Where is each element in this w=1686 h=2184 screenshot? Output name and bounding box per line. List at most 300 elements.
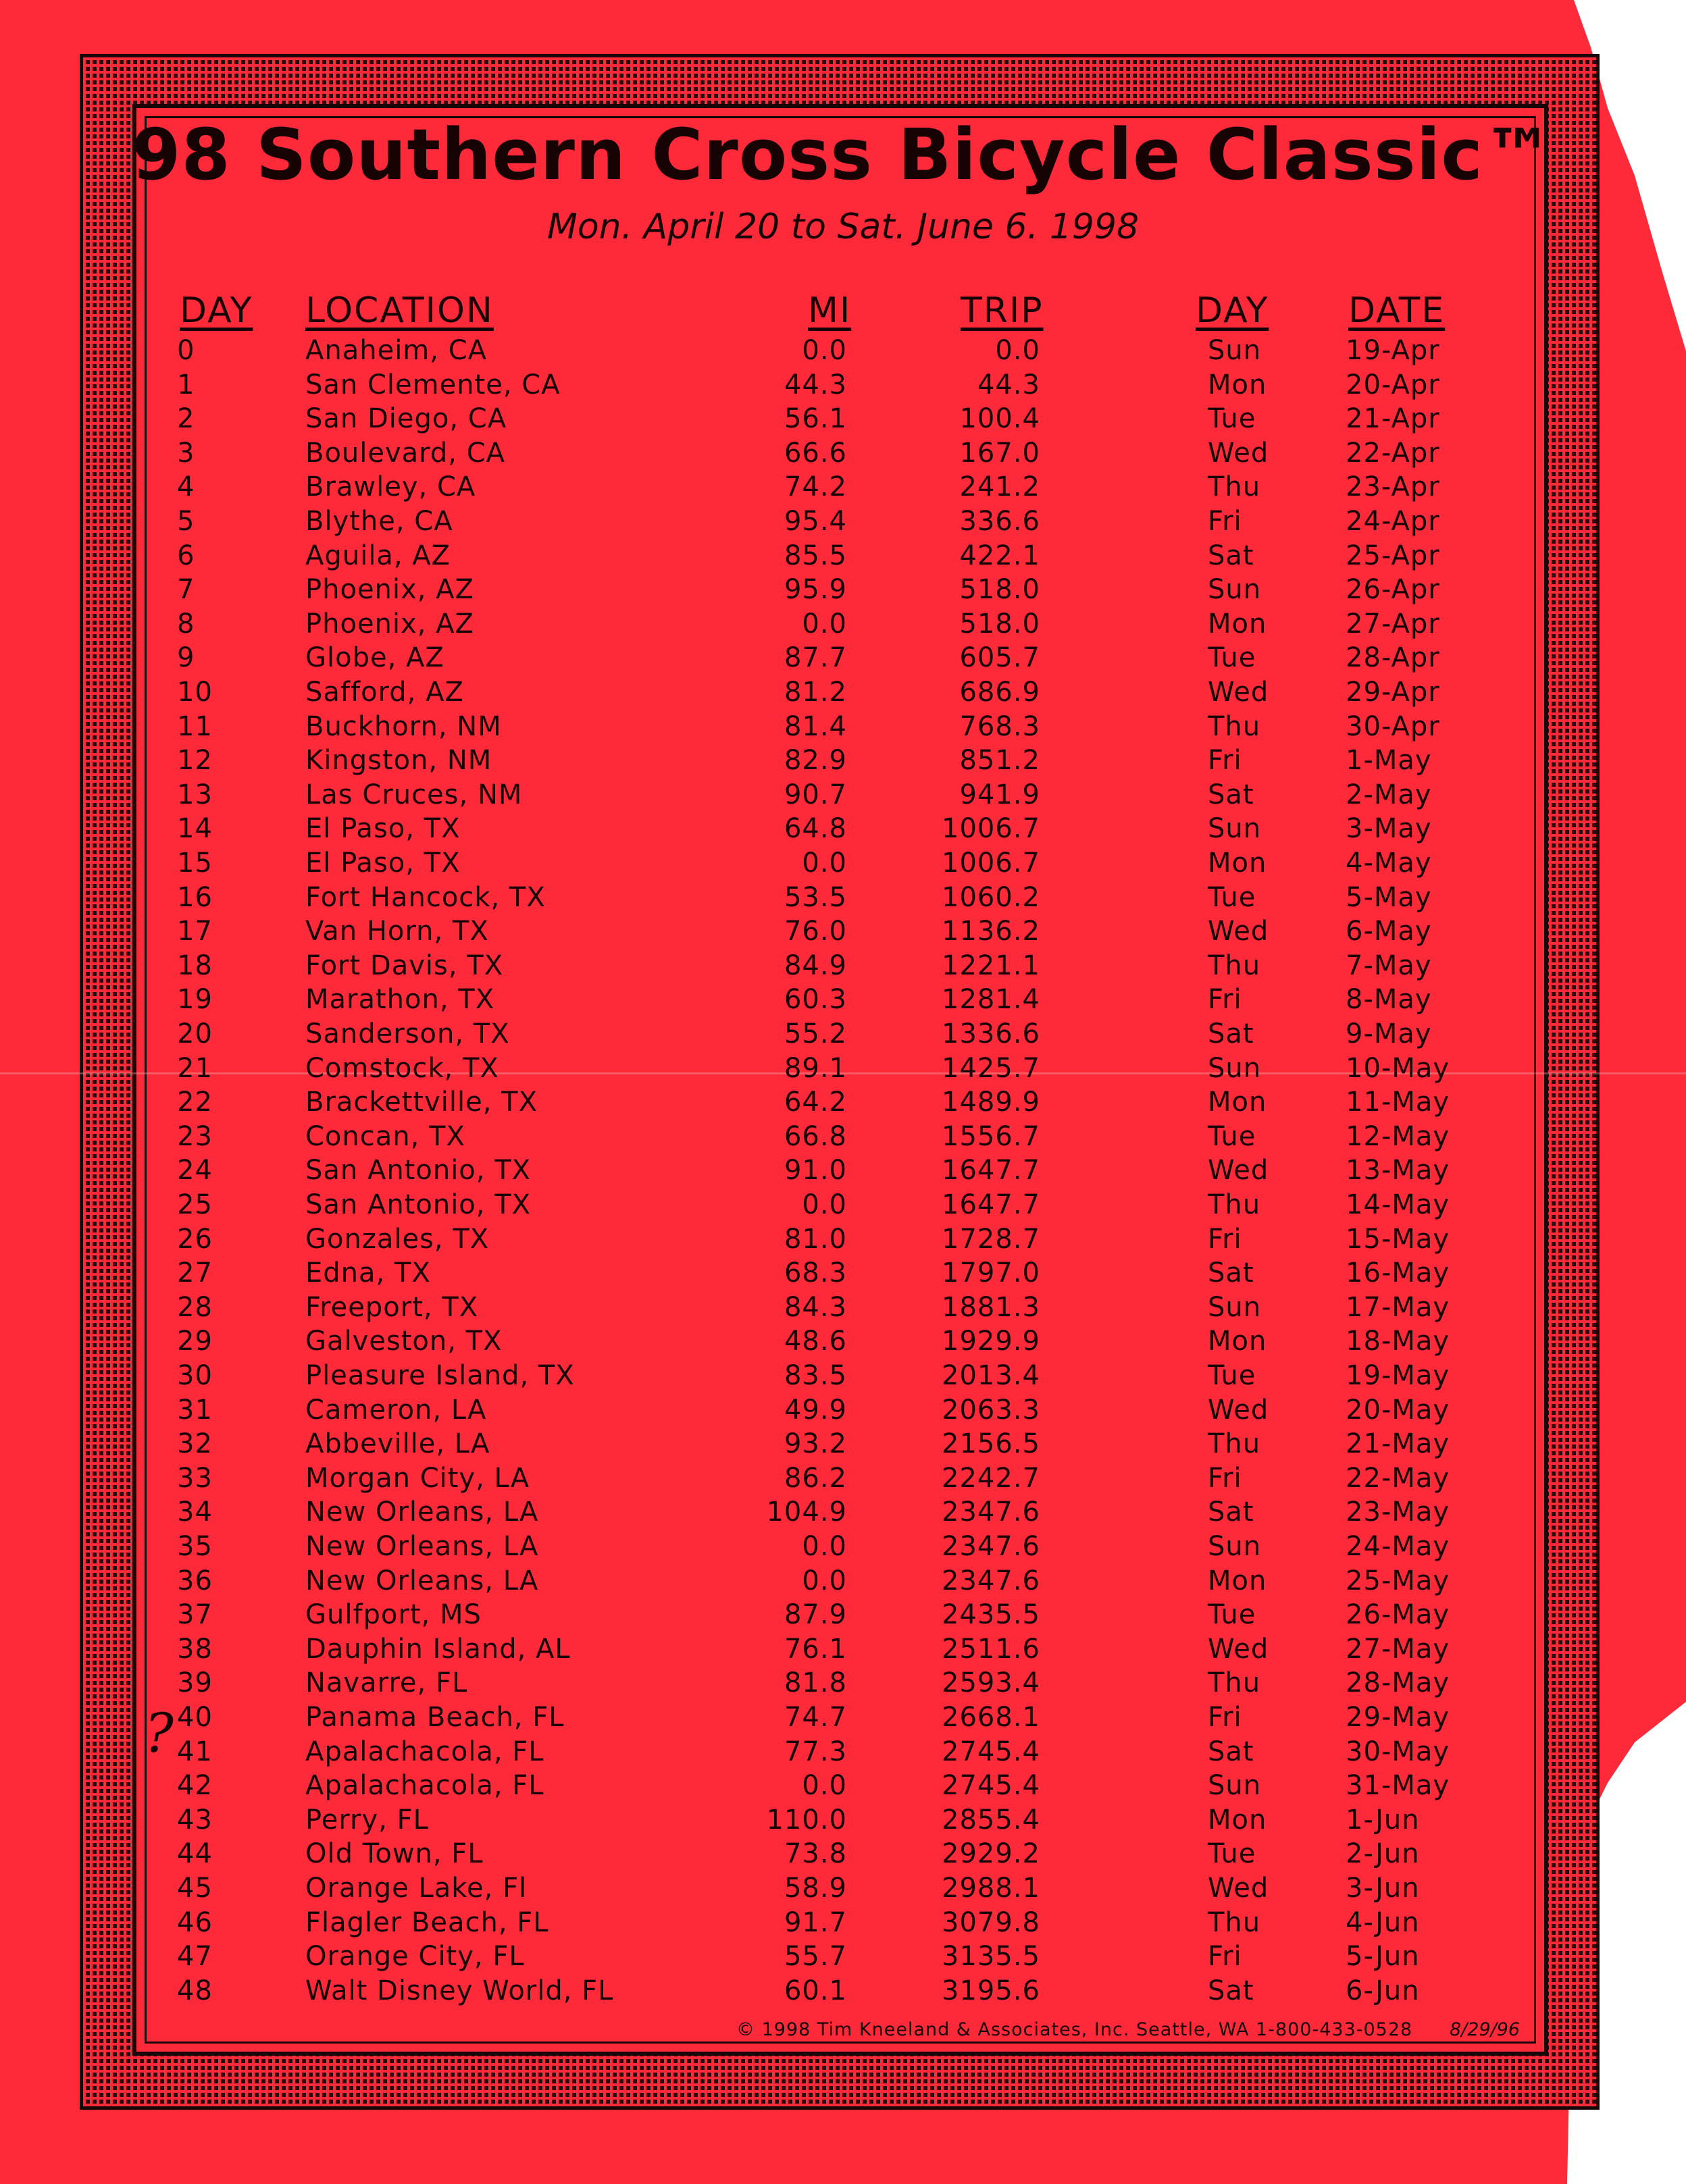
- table-row: [0, 745, 1686, 779]
- table-row: [0, 984, 1686, 1018]
- row-trip-total: 2855.4: [942, 1804, 1040, 1836]
- row-location: Boulevard, CA: [305, 437, 506, 469]
- row-miles: 86.2: [784, 1462, 847, 1494]
- row-location: Marathon, TX: [305, 984, 495, 1016]
- row-day-number: 48: [177, 1975, 213, 2006]
- row-trip-total: 1556.7: [942, 1120, 1040, 1152]
- row-weekday: Wed: [1208, 1633, 1269, 1665]
- row-date: 2-Jun: [1346, 1838, 1420, 1870]
- row-day-number: 14: [177, 813, 213, 845]
- row-day-number: 32: [177, 1428, 213, 1460]
- row-trip-total: 3135.5: [942, 1941, 1040, 1973]
- row-location: Van Horn, TX: [305, 916, 489, 947]
- row-day-number: 5: [177, 506, 195, 537]
- row-date: 7-May: [1346, 950, 1432, 981]
- row-location: Globe, AZ: [305, 642, 444, 674]
- row-weekday: Sun: [1208, 1052, 1262, 1084]
- row-date: 4-May: [1346, 848, 1432, 879]
- row-trip-total: 1728.7: [942, 1223, 1040, 1255]
- row-miles: 60.1: [784, 1975, 847, 2006]
- row-day-number: 43: [177, 1804, 213, 1836]
- table-row: [0, 1018, 1686, 1052]
- row-miles: 81.4: [784, 710, 847, 742]
- row-miles: 64.8: [784, 813, 847, 845]
- row-weekday: Tue: [1208, 1838, 1256, 1870]
- row-miles: 89.1: [784, 1052, 847, 1084]
- table-row: [0, 779, 1686, 813]
- row-location: San Antonio, TX: [305, 1155, 532, 1187]
- row-date: 9-May: [1346, 1018, 1432, 1049]
- row-location: Safford, AZ: [305, 677, 464, 708]
- row-date: 26-Apr: [1346, 574, 1440, 606]
- row-weekday: Sun: [1208, 335, 1262, 366]
- row-weekday: Mon: [1208, 1804, 1267, 1836]
- row-day-number: 23: [177, 1120, 213, 1152]
- table-row: [0, 1770, 1686, 1804]
- header-trip: TRIP: [961, 290, 1044, 331]
- row-weekday: Thu: [1208, 710, 1261, 742]
- row-location: Cameron, LA: [305, 1394, 487, 1426]
- table-row: [0, 1326, 1686, 1359]
- row-day-number: 10: [177, 677, 213, 708]
- row-weekday: Fri: [1208, 1941, 1242, 1973]
- row-miles: 93.2: [784, 1428, 847, 1460]
- row-trip-total: 1006.7: [942, 813, 1040, 845]
- row-weekday: Thu: [1208, 1906, 1261, 1938]
- table-row: [0, 1565, 1686, 1599]
- row-day-number: 3: [177, 437, 195, 469]
- row-day-number: 9: [177, 642, 195, 674]
- row-weekday: Thu: [1208, 1428, 1261, 1460]
- table-row: [0, 1360, 1686, 1394]
- handwritten-question-mark: ?: [145, 1702, 174, 1765]
- row-location: Panama Beach, FL: [305, 1702, 565, 1733]
- row-weekday: Sat: [1208, 540, 1254, 571]
- row-trip-total: 2013.4: [942, 1360, 1040, 1391]
- table-row: [0, 403, 1686, 437]
- copyright-footer: © 1998 Tim Kneeland & Associates, Inc. Seattle, WA 1-800-433-0528: [736, 2019, 1413, 2040]
- row-trip-total: 0.0: [995, 335, 1040, 366]
- table-row: [0, 1838, 1686, 1872]
- row-miles: 76.1: [784, 1633, 847, 1665]
- row-location: El Paso, TX: [305, 813, 461, 845]
- row-date: 23-May: [1346, 1497, 1450, 1528]
- row-weekday: Tue: [1208, 642, 1256, 674]
- row-weekday: Sun: [1208, 1291, 1262, 1323]
- row-date: 25-May: [1346, 1565, 1450, 1596]
- table-row: [0, 1804, 1686, 1838]
- row-weekday: Thu: [1208, 1667, 1261, 1699]
- table-row: [0, 1941, 1686, 1975]
- row-trip-total: 941.9: [959, 779, 1040, 810]
- row-date: 21-Apr: [1346, 403, 1440, 435]
- row-trip-total: 1929.9: [942, 1326, 1040, 1357]
- row-miles: 81.8: [784, 1667, 847, 1699]
- row-weekday: Mon: [1208, 608, 1267, 640]
- row-date: 24-May: [1346, 1531, 1450, 1562]
- row-weekday: Thu: [1208, 471, 1261, 503]
- row-location: Brawley, CA: [305, 471, 476, 503]
- row-miles: 95.9: [784, 574, 847, 606]
- row-trip-total: 1136.2: [942, 916, 1040, 947]
- row-miles: 55.7: [784, 1941, 847, 1973]
- row-weekday: Tue: [1208, 1120, 1256, 1152]
- row-day-number: 36: [177, 1565, 213, 1596]
- row-location: Flagler Beach, FL: [305, 1906, 549, 1938]
- row-day-number: 45: [177, 1873, 213, 1904]
- row-trip-total: 422.1: [959, 540, 1040, 571]
- row-day-number: 19: [177, 984, 213, 1016]
- row-day-number: 47: [177, 1941, 213, 1973]
- row-weekday: Sun: [1208, 1770, 1262, 1802]
- table-row: [0, 1463, 1686, 1497]
- row-miles: 49.9: [784, 1394, 847, 1426]
- row-trip-total: 2593.4: [942, 1667, 1040, 1699]
- row-location: Sanderson, TX: [305, 1018, 510, 1049]
- table-row: [0, 677, 1686, 710]
- row-location: Comstock, TX: [305, 1052, 499, 1084]
- row-day-number: 42: [177, 1770, 213, 1802]
- row-day-number: 40: [177, 1702, 213, 1733]
- row-trip-total: 1489.9: [942, 1087, 1040, 1118]
- table-row: [0, 642, 1686, 676]
- row-day-number: 25: [177, 1189, 213, 1220]
- row-date: 5-Jun: [1346, 1941, 1420, 1973]
- row-miles: 64.2: [784, 1087, 847, 1118]
- row-weekday: Sun: [1208, 574, 1262, 606]
- row-trip-total: 2347.6: [942, 1497, 1040, 1528]
- row-day-number: 20: [177, 1018, 213, 1049]
- row-day-number: 21: [177, 1052, 213, 1084]
- row-miles: 74.2: [784, 471, 847, 503]
- row-location: Galveston, TX: [305, 1326, 503, 1357]
- row-miles: 0.0: [802, 1189, 847, 1220]
- row-date: 11-May: [1346, 1087, 1450, 1118]
- row-weekday: Sun: [1208, 813, 1262, 845]
- table-row: [0, 916, 1686, 950]
- row-date: 18-May: [1346, 1326, 1450, 1357]
- row-date: 30-Apr: [1346, 710, 1440, 742]
- row-location: Dauphin Island, AL: [305, 1633, 571, 1665]
- row-miles: 104.9: [766, 1497, 847, 1528]
- row-miles: 60.3: [784, 984, 847, 1016]
- table-row: [0, 1599, 1686, 1633]
- row-location: Abbeville, LA: [305, 1428, 490, 1460]
- row-miles: 87.7: [784, 642, 847, 674]
- row-weekday: Fri: [1208, 745, 1242, 777]
- row-day-number: 7: [177, 574, 195, 606]
- table-row: [0, 335, 1686, 369]
- row-trip-total: 518.0: [959, 608, 1040, 640]
- row-miles: 81.0: [784, 1223, 847, 1255]
- row-weekday: Wed: [1208, 437, 1269, 469]
- row-date: 16-May: [1346, 1257, 1450, 1289]
- row-location: New Orleans, LA: [305, 1565, 539, 1596]
- row-day-number: 38: [177, 1633, 213, 1665]
- row-date: 20-May: [1346, 1394, 1450, 1426]
- row-date: 6-Jun: [1346, 1975, 1420, 2006]
- table-row: [0, 1428, 1686, 1462]
- row-weekday: Mon: [1208, 1326, 1267, 1357]
- row-miles: 0.0: [802, 335, 847, 366]
- row-trip-total: 1060.2: [942, 881, 1040, 913]
- row-location: San Antonio, TX: [305, 1189, 532, 1220]
- table-row: [0, 1189, 1686, 1223]
- row-trip-total: 1797.0: [942, 1257, 1040, 1289]
- header-weekday: DAY: [1196, 290, 1269, 331]
- row-miles: 48.6: [784, 1326, 847, 1357]
- table-row: [0, 1155, 1686, 1189]
- header-location: LOCATION: [305, 290, 494, 331]
- table-row: [0, 1257, 1686, 1291]
- table-row: [0, 711, 1686, 745]
- row-weekday: Thu: [1208, 950, 1261, 981]
- row-day-number: 13: [177, 779, 213, 810]
- row-miles: 66.6: [784, 437, 847, 469]
- row-day-number: 35: [177, 1531, 213, 1562]
- row-weekday: Sat: [1208, 1975, 1254, 2006]
- row-day-number: 17: [177, 916, 213, 947]
- page-subtitle: Mon. April 20 to Sat. June 6. 1998: [546, 207, 1140, 247]
- table-row: [0, 1531, 1686, 1565]
- row-day-number: 16: [177, 881, 213, 913]
- header-date: DATE: [1348, 290, 1446, 331]
- table-row: [0, 540, 1686, 574]
- row-day-number: 28: [177, 1291, 213, 1323]
- row-date: 28-May: [1346, 1667, 1450, 1699]
- row-location: Apalachacola, FL: [305, 1736, 544, 1767]
- row-trip-total: 1006.7: [942, 848, 1040, 879]
- table-row: [0, 813, 1686, 847]
- table-row: [0, 1497, 1686, 1530]
- row-location: Blythe, CA: [305, 506, 453, 537]
- row-trip-total: 1881.3: [942, 1291, 1040, 1323]
- row-location: Morgan City, LA: [305, 1462, 530, 1494]
- row-trip-total: 2435.5: [942, 1599, 1040, 1631]
- row-trip-total: 2929.2: [942, 1838, 1040, 1870]
- row-weekday: Tue: [1208, 881, 1256, 913]
- row-trip-total: 1647.7: [942, 1189, 1040, 1220]
- table-row: [0, 506, 1686, 540]
- page-title: 98 Southern Cross Bicycle Classic™: [132, 113, 1554, 196]
- row-day-number: 24: [177, 1155, 213, 1187]
- header-day: DAY: [180, 290, 253, 331]
- table-row: [0, 1667, 1686, 1701]
- row-day-number: 37: [177, 1599, 213, 1631]
- row-trip-total: 2988.1: [942, 1873, 1040, 1904]
- row-day-number: 34: [177, 1497, 213, 1528]
- row-day-number: 44: [177, 1838, 213, 1870]
- row-location: Kingston, NM: [305, 745, 492, 777]
- row-weekday: Fri: [1208, 1702, 1242, 1733]
- row-miles: 68.3: [784, 1257, 847, 1289]
- row-date: 22-May: [1346, 1462, 1450, 1494]
- row-day-number: 41: [177, 1736, 213, 1767]
- row-location: New Orleans, LA: [305, 1531, 539, 1562]
- row-miles: 85.5: [784, 540, 847, 571]
- row-date: 28-Apr: [1346, 642, 1440, 674]
- row-day-number: 27: [177, 1257, 213, 1289]
- row-date: 14-May: [1346, 1189, 1450, 1220]
- row-weekday: Thu: [1208, 1189, 1261, 1220]
- row-miles: 76.0: [784, 916, 847, 947]
- row-date: 1-Jun: [1346, 1804, 1420, 1836]
- row-weekday: Sat: [1208, 1257, 1254, 1289]
- row-miles: 58.9: [784, 1873, 847, 1904]
- row-trip-total: 605.7: [959, 642, 1040, 674]
- row-miles: 56.1: [784, 403, 847, 435]
- row-trip-total: 336.6: [959, 506, 1040, 537]
- row-miles: 82.9: [784, 745, 847, 777]
- row-date: 23-Apr: [1346, 471, 1440, 503]
- row-location: Phoenix, AZ: [305, 574, 474, 606]
- row-weekday: Sat: [1208, 779, 1254, 810]
- row-miles: 0.0: [802, 848, 847, 879]
- row-day-number: 30: [177, 1360, 213, 1391]
- row-date: 5-May: [1346, 881, 1432, 913]
- row-day-number: 8: [177, 608, 195, 640]
- row-day-number: 33: [177, 1462, 213, 1494]
- row-trip-total: 2063.3: [942, 1394, 1040, 1426]
- row-location: Buckhorn, NM: [305, 710, 502, 742]
- row-weekday: Mon: [1208, 1087, 1267, 1118]
- row-date: 29-Apr: [1346, 677, 1440, 708]
- table-row: [0, 1736, 1686, 1770]
- table-row: [0, 1907, 1686, 1941]
- row-location: San Diego, CA: [305, 403, 507, 435]
- row-miles: 0.0: [802, 1565, 847, 1596]
- row-location: El Paso, TX: [305, 848, 461, 879]
- row-date: 20-Apr: [1346, 369, 1440, 400]
- row-weekday: Wed: [1208, 1394, 1269, 1426]
- row-miles: 73.8: [784, 1838, 847, 1870]
- row-location: Pleasure Island, TX: [305, 1360, 575, 1391]
- row-location: Fort Hancock, TX: [305, 881, 546, 913]
- row-miles: 87.9: [784, 1599, 847, 1631]
- table-row: [0, 882, 1686, 916]
- row-weekday: Tue: [1208, 403, 1256, 435]
- row-day-number: 29: [177, 1326, 213, 1357]
- row-date: 30-May: [1346, 1736, 1450, 1767]
- table-row: [0, 1053, 1686, 1087]
- row-day-number: 4: [177, 471, 195, 503]
- row-weekday: Sun: [1208, 1531, 1262, 1562]
- table-row: [0, 608, 1686, 642]
- table-row: [0, 1975, 1686, 2009]
- row-weekday: Sat: [1208, 1736, 1254, 1767]
- row-weekday: Fri: [1208, 984, 1242, 1016]
- row-trip-total: 2347.6: [942, 1531, 1040, 1562]
- row-trip-total: 2668.1: [942, 1702, 1040, 1733]
- row-miles: 0.0: [802, 1770, 847, 1802]
- row-day-number: 18: [177, 950, 213, 981]
- table-row: [0, 1395, 1686, 1428]
- row-location: Brackettville, TX: [305, 1087, 538, 1118]
- table-row: [0, 574, 1686, 608]
- row-date: 15-May: [1346, 1223, 1450, 1255]
- row-day-number: 26: [177, 1223, 213, 1255]
- row-date: 6-May: [1346, 916, 1432, 947]
- row-weekday: Tue: [1208, 1360, 1256, 1391]
- row-miles: 44.3: [784, 369, 847, 400]
- row-location: San Clemente, CA: [305, 369, 561, 400]
- row-trip-total: 1647.7: [942, 1155, 1040, 1187]
- row-miles: 84.3: [784, 1291, 847, 1323]
- row-miles: 91.0: [784, 1155, 847, 1187]
- row-date: 4-Jun: [1346, 1906, 1420, 1938]
- row-date: 10-May: [1346, 1052, 1450, 1084]
- row-miles: 0.0: [802, 1531, 847, 1562]
- row-trip-total: 768.3: [959, 710, 1040, 742]
- row-location: Aguila, AZ: [305, 540, 451, 571]
- row-location: Perry, FL: [305, 1804, 429, 1836]
- row-miles: 53.5: [784, 881, 847, 913]
- row-miles: 84.9: [784, 950, 847, 981]
- row-location: New Orleans, LA: [305, 1497, 539, 1528]
- row-trip-total: 686.9: [959, 677, 1040, 708]
- row-trip-total: 2242.7: [942, 1462, 1040, 1494]
- row-date: 31-May: [1346, 1770, 1450, 1802]
- table-row: [0, 471, 1686, 505]
- row-miles: 81.2: [784, 677, 847, 708]
- row-weekday: Wed: [1208, 1873, 1269, 1904]
- table-row: [0, 369, 1686, 403]
- row-trip-total: 1336.6: [942, 1018, 1040, 1049]
- row-trip-total: 167.0: [959, 437, 1040, 469]
- row-miles: 90.7: [784, 779, 847, 810]
- row-trip-total: 2156.5: [942, 1428, 1040, 1460]
- row-weekday: Wed: [1208, 916, 1269, 947]
- row-date: 13-May: [1346, 1155, 1450, 1187]
- row-day-number: 15: [177, 848, 213, 879]
- row-location: Orange City, FL: [305, 1941, 525, 1973]
- row-date: 19-Apr: [1346, 335, 1440, 366]
- row-weekday: Wed: [1208, 1155, 1269, 1187]
- row-location: Old Town, FL: [305, 1838, 484, 1870]
- row-trip-total: 3195.6: [942, 1975, 1040, 2006]
- row-day-number: 0: [177, 335, 195, 366]
- table-row: [0, 438, 1686, 471]
- table-row: [0, 1292, 1686, 1326]
- row-trip-total: 2745.4: [942, 1770, 1040, 1802]
- row-date: 24-Apr: [1346, 506, 1440, 537]
- row-day-number: 1: [177, 369, 195, 400]
- table-row: [0, 1702, 1686, 1736]
- row-location: Freeport, TX: [305, 1291, 479, 1323]
- row-day-number: 31: [177, 1394, 213, 1426]
- row-miles: 91.7: [784, 1906, 847, 1938]
- row-location: Apalachacola, FL: [305, 1770, 544, 1802]
- row-miles: 95.4: [784, 506, 847, 537]
- row-trip-total: 44.3: [977, 369, 1040, 400]
- row-date: 27-May: [1346, 1633, 1450, 1665]
- row-day-number: 12: [177, 745, 213, 777]
- row-trip-total: 2745.4: [942, 1736, 1040, 1767]
- header-mi: MI: [808, 290, 852, 331]
- row-weekday: Sat: [1208, 1497, 1254, 1528]
- row-miles: 77.3: [784, 1736, 847, 1767]
- row-miles: 74.7: [784, 1702, 847, 1733]
- row-day-number: 2: [177, 403, 195, 435]
- row-miles: 66.8: [784, 1120, 847, 1152]
- row-miles: 0.0: [802, 608, 847, 640]
- row-day-number: 6: [177, 540, 195, 571]
- row-trip-total: 518.0: [959, 574, 1040, 606]
- row-date: 26-May: [1346, 1599, 1450, 1631]
- row-location: Las Cruces, NM: [305, 779, 523, 810]
- row-location: Navarre, FL: [305, 1667, 468, 1699]
- table-row: [0, 1087, 1686, 1120]
